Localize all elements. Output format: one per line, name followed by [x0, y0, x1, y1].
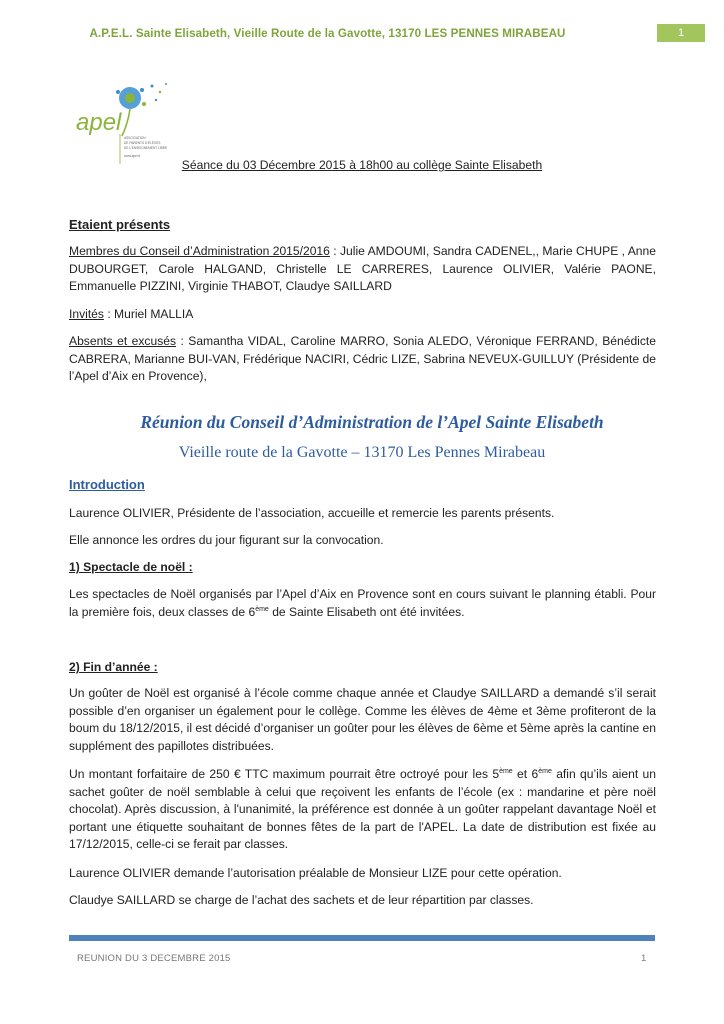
meeting-title: Réunion du Conseil d’Administration de l’Apel Sainte Elisabeth	[140, 412, 604, 432]
header-page-number: 1	[657, 24, 705, 42]
intro-paragraph-1: Laurence OLIVIER, Présidente de l’association, accueille et remercie les parents présents.	[69, 506, 555, 520]
section2-paragraph-3: Laurence OLIVIER demande l’autorisation préalable de Monsieur LIZE pour cette opération.	[69, 866, 562, 880]
footer-bar	[69, 935, 655, 941]
footer-page-number: 1	[641, 953, 647, 964]
section2-p2-c: afin qu’ils aient un sachet goûter de noël semblable à celui que reçoivent les enfants de l’école (ex : mandarine et père noël chocolat). Après discussion, à l'unanimité, la préférence est donnée à un goûter rappelant davantage Noël et portant une étiquette souhaitant de bonnes fêtes de la part de l'APEL. La date de distribution est fixée au 17/12/2015, celle-ci se ferait par classes.	[69, 767, 656, 852]
members-label: Membres du Conseil d’Administration 2015/2016	[69, 244, 330, 258]
section1-text-a: Les spectacles de Noël organisés par l’Apel d’Aix en Provence sont en cours suivant le planning établi. Pour la première fois, deux classes de 6	[69, 587, 656, 619]
section2-p2-a: Un montant forfaitaire de 250 € TTC maximum pourrait être octroyé pour les 5	[69, 767, 500, 781]
section2-p2-b: et 6	[512, 767, 539, 781]
section2-paragraph-2	[69, 766, 656, 854]
apel-logo	[70, 78, 180, 166]
absents-label: Absents et excusés	[69, 334, 177, 348]
section1-text-b: de Sainte Elisabeth ont été invitées.	[268, 604, 465, 619]
section2-sup-1: ème	[499, 767, 513, 775]
section2-paragraph-1: Un goûter de Noël est organisé à l’école comme chaque année et Claudye SAILLARD a demandé s’il serait possible d’en organiser un également pour le collège. Comme les élèves de 4ème et 3ème profiteront de la boum du 18/12/2015, il est décidé d’organiser un goûter pour les élèves de 6ème et 5ème après la cantine en supplément des papillotes distribuées.	[69, 686, 656, 753]
invites-text: : Muriel MALLIA	[103, 307, 194, 321]
footer-title: REUNION DU 3 DECEMBRE 2015	[77, 953, 231, 964]
absents-paragraph	[69, 333, 656, 386]
logo-text: apel	[76, 109, 122, 136]
section1-sup: ème	[255, 605, 269, 613]
absents-text: : Samantha VIDAL, Caroline MARRO, Sonia ALEDO, Véronique FERRAND, Bénédicte CABRERA, Marianne BUI-VAN, Frédérique NACIRI, Cédric LIZE, Sabrina NEVEUX-GUILLUY (Présidente de l’Apel d’Aix en Provence),	[69, 334, 656, 384]
members-text: : Julie AMDOUMI, Sandra CADENEL,, Marie CHUPE , Anne DUBOURGET, Carole HALGAND, Christelle LE CARRERES, Laurence OLIVIER, Valérie PAONE, Emmanuelle PIZZINI, Virginie THABOT, Claudye SAILLARD	[69, 244, 656, 294]
section1-heading: 1) Spectacle de noël :	[69, 560, 193, 574]
section2-sup-2: ème	[538, 767, 552, 775]
section1-paragraph	[69, 586, 656, 621]
logo-subtitle-3: DE L'ENSEIGNEMENT LIBRE	[124, 146, 168, 150]
invites-label: Invités	[69, 307, 104, 321]
intro-paragraph-2: Elle annonce les ordres du jour figurant sur la convocation.	[69, 533, 384, 547]
dandelion-icon	[116, 83, 167, 136]
header-title: A.P.E.L. Sainte Elisabeth, Vieille Route de la Gavotte, 13170 LES PENNES MIRABEAU	[89, 27, 566, 40]
section2-paragraph-4: Claudye SAILLARD se charge de l’achat des sachets et de leur répartition par classes.	[69, 893, 534, 907]
logo-subtitle-2: DE PARENTS D'ÉLÈVES	[124, 141, 161, 145]
meeting-subtitle: Vieille route de la Gavotte – 13170 Les Pennes Mirabeau	[178, 444, 546, 461]
seance-line: Séance du 03 Décembre 2015 à 18h00 au collège Sainte Elisabeth	[181, 158, 543, 172]
section2-heading: 2) Fin d’année :	[69, 660, 158, 674]
invites-paragraph	[69, 306, 656, 324]
members-paragraph	[69, 243, 656, 296]
introduction-heading: Introduction	[69, 477, 145, 492]
logo-subtitle-1: ASSOCIATION	[124, 136, 146, 140]
logo-subtitle-4: www.apel.fr	[124, 154, 141, 158]
presents-heading: Etaient présents	[69, 217, 171, 232]
